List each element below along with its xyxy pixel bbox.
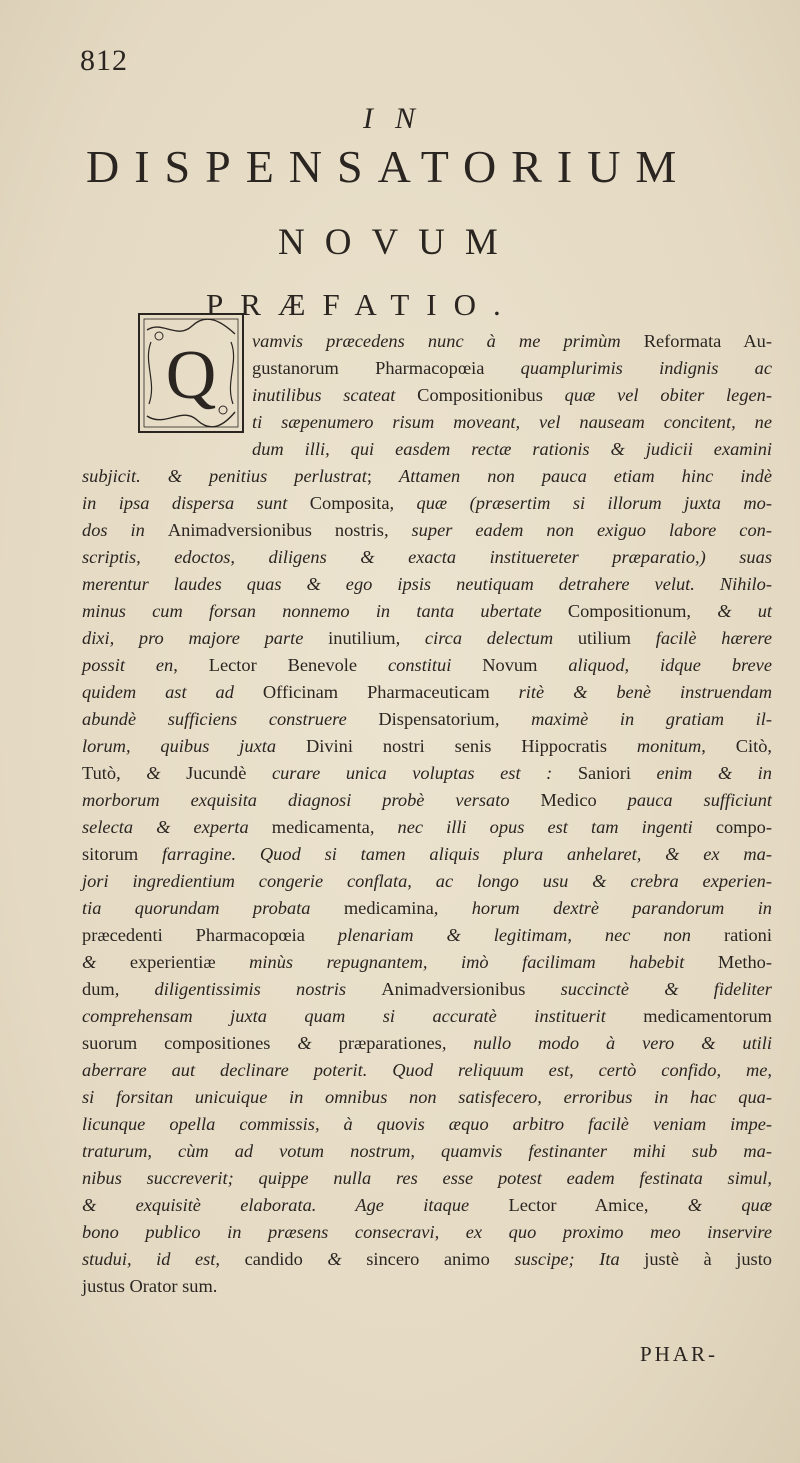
text-segment: Metho- bbox=[717, 952, 772, 972]
text-segment: & bbox=[82, 952, 130, 972]
text-segment: candido bbox=[244, 1249, 328, 1269]
heading-dispensatorium: DISPENSATORIUM bbox=[86, 141, 692, 192]
text-line bbox=[82, 1165, 772, 1192]
text-segment: & bbox=[146, 763, 187, 783]
text-segment: medicamina bbox=[343, 898, 434, 918]
text-line bbox=[82, 652, 772, 679]
text-segment: si forsitan unicuique in omnibus non satisfecero, erroribus in hac qua- bbox=[82, 1087, 772, 1107]
text-segment: studui, id est, bbox=[82, 1249, 245, 1269]
text-segment: Officinam Pharmaceuticam bbox=[262, 682, 519, 702]
preface-body-text bbox=[82, 328, 772, 1300]
text-segment: quidem ast ad bbox=[82, 682, 263, 702]
text-line bbox=[82, 787, 772, 814]
text-segment: vamvis præcedens nunc à me primùm bbox=[252, 331, 644, 351]
text-segment: minus cum forsan nonnemo in tanta ubertate bbox=[82, 601, 568, 621]
text-line bbox=[82, 517, 772, 544]
text-segment: præcedenti Pharmacopœia bbox=[82, 925, 338, 945]
text-line bbox=[82, 328, 772, 355]
text-segment: morborum exquisita diagnosi probè versato bbox=[82, 790, 541, 810]
text-segment: tia quorundam probata bbox=[82, 898, 344, 918]
text-line bbox=[82, 1084, 772, 1111]
text-segment: Attamen non pauca etiam hinc indè bbox=[398, 466, 772, 486]
text-segment: , diligentissimis nostris bbox=[114, 979, 382, 999]
text-segment: & exquisitè elaborata. Age itaque bbox=[82, 1195, 509, 1215]
text-line bbox=[82, 382, 772, 409]
text-segment: , circa delectum bbox=[395, 628, 578, 648]
text-segment: Novum bbox=[482, 655, 569, 675]
text-segment: utilium bbox=[577, 628, 656, 648]
text-segment: & bbox=[297, 1033, 339, 1053]
text-segment: Jucundè bbox=[186, 763, 272, 783]
text-segment: nec non bbox=[604, 925, 724, 945]
text-line bbox=[82, 1246, 772, 1273]
text-segment: suorum compositiones bbox=[82, 1033, 298, 1053]
text-segment: Reformata Au- bbox=[643, 331, 772, 351]
text-segment: dixi, pro majore parte bbox=[82, 628, 329, 648]
text-segment: dum bbox=[82, 979, 115, 999]
text-segment: sincero animo bbox=[366, 1249, 515, 1269]
text-segment: justus Orator sum. bbox=[82, 1276, 218, 1296]
text-segment: ti sæpenumero risum moveant, vel nauseam concitent, ne bbox=[252, 412, 772, 432]
text-line bbox=[82, 1030, 772, 1057]
text-segment: præparationes bbox=[338, 1033, 442, 1053]
text-segment: licunque opella commissis, à quovis æquo arbitro facilè veniam impe- bbox=[82, 1114, 772, 1134]
text-segment: Divini nostri senis Hippocratis bbox=[305, 736, 637, 756]
text-segment: ritè & benè instruendam bbox=[518, 682, 772, 702]
text-line bbox=[82, 895, 772, 922]
text-segment: abundè sufficiens construere bbox=[82, 709, 379, 729]
text-segment: comprehensam juxta quam si accuratè instituerit bbox=[82, 1006, 644, 1026]
text-segment: Tutò, bbox=[82, 763, 147, 783]
text-segment: compo- bbox=[715, 817, 772, 837]
text-segment: Compositionibus bbox=[417, 385, 565, 405]
text-segment: , nec illi opus est tam ingenti bbox=[369, 817, 716, 837]
text-segment: possit en bbox=[82, 655, 174, 675]
text-segment: monitum bbox=[636, 736, 702, 756]
text-line bbox=[82, 355, 772, 382]
text-line bbox=[82, 598, 772, 625]
text-line bbox=[82, 1219, 772, 1246]
text-segment: dum illi, qui easdem rectæ rationis & judicii examini bbox=[252, 439, 772, 459]
text-line bbox=[82, 949, 772, 976]
text-line bbox=[82, 436, 772, 463]
text-line bbox=[82, 706, 772, 733]
text-segment: lorum, quibus juxta bbox=[82, 736, 306, 756]
text-segment: in ipsa dispersa sunt bbox=[82, 493, 310, 513]
text-segment: minùs repugnantem, imò facilimam habebit bbox=[249, 952, 718, 972]
text-segment: gustanorum Pharmacopœia bbox=[252, 358, 521, 378]
text-segment: , maximè in gratiam il- bbox=[494, 709, 772, 729]
text-segment: Animadversionibus bbox=[381, 979, 561, 999]
text-line bbox=[82, 571, 772, 598]
text-segment: , bbox=[567, 925, 605, 945]
text-segment: constitui bbox=[387, 655, 483, 675]
text-segment: Lector Amice, bbox=[508, 1195, 688, 1215]
text-segment: merentur laudes quas & ego ipsis neutiquam detrahere velut. Nihilo- bbox=[82, 574, 772, 594]
text-line bbox=[82, 490, 772, 517]
text-segment: Compositionum bbox=[567, 601, 687, 621]
text-segment: justè à justo bbox=[644, 1249, 772, 1269]
heading-praefatio: PRÆFATIO. bbox=[206, 287, 518, 322]
text-segment: bono publico in præsens consecravi, ex quo proximo meo inservire bbox=[82, 1222, 772, 1242]
text-segment: scriptis, edoctos, diligens & exacta instituereter præparatio,) suas bbox=[82, 547, 772, 567]
text-segment: nibus succreverit; quippe nulla res esse potest eadem festinata simul, bbox=[82, 1168, 772, 1188]
text-line bbox=[82, 1138, 772, 1165]
text-segment: , quæ (præsertim si illorum juxta mo- bbox=[389, 493, 772, 513]
text-line bbox=[82, 760, 772, 787]
text-line bbox=[82, 733, 772, 760]
text-line bbox=[82, 976, 772, 1003]
text-line bbox=[82, 625, 772, 652]
page-number: 812 bbox=[80, 44, 128, 77]
text-segment: Dispensatorium bbox=[378, 709, 495, 729]
text-segment: Composita bbox=[309, 493, 390, 513]
text-segment: , Lector Benevole bbox=[173, 655, 388, 675]
text-segment: Animadversionibus nostris bbox=[167, 520, 384, 540]
text-line bbox=[82, 1273, 772, 1300]
text-segment: subjicit. & penitius perlustrat bbox=[82, 466, 367, 486]
text-segment: dos in bbox=[82, 520, 168, 540]
text-line bbox=[82, 679, 772, 706]
svg-text:Q: Q bbox=[165, 337, 217, 414]
heading-in: IN bbox=[363, 102, 437, 135]
text-line bbox=[82, 1192, 772, 1219]
text-line bbox=[82, 463, 772, 490]
text-segment: aberrare aut declinare poterit. Quod reliquum est, certò confido, me, bbox=[82, 1060, 772, 1080]
text-segment: curare unica voluptas est : bbox=[271, 763, 578, 783]
text-segment: , super eadem non exiguo labore con- bbox=[383, 520, 772, 540]
text-segment: Medico bbox=[540, 790, 628, 810]
text-segment: inutilibus scateat bbox=[252, 385, 418, 405]
text-segment: medicamenta bbox=[271, 817, 370, 837]
text-segment: & bbox=[327, 1249, 367, 1269]
text-line bbox=[82, 544, 772, 571]
text-segment: , horum dextrè parandorum in bbox=[433, 898, 772, 918]
text-segment: experientiæ bbox=[129, 952, 250, 972]
text-segment: plenariam & legitimam bbox=[337, 925, 568, 945]
text-line bbox=[82, 1057, 772, 1084]
text-segment: Saniori bbox=[577, 763, 657, 783]
text-segment: , Citò, bbox=[701, 736, 772, 756]
text-segment: inutilium bbox=[328, 628, 396, 648]
text-segment: selecta & experta bbox=[82, 817, 272, 837]
text-segment: quamplurimis indignis ac bbox=[520, 358, 772, 378]
text-segment: suscipe; Ita bbox=[514, 1249, 645, 1269]
text-segment: aliquod, idque breve bbox=[568, 655, 772, 675]
text-segment: ; bbox=[366, 466, 399, 486]
text-line bbox=[82, 814, 772, 841]
text-segment: rationi bbox=[723, 925, 772, 945]
text-segment: , & ut bbox=[686, 601, 773, 621]
text-line bbox=[82, 409, 772, 436]
text-line bbox=[82, 1003, 772, 1030]
text-segment: succinctè & fideliter bbox=[560, 979, 772, 999]
text-segment: sitorum bbox=[82, 844, 163, 864]
text-segment: farragine. Quod si tamen aliquis plura anhelaret, & ex ma- bbox=[162, 844, 772, 864]
text-segment: pauca sufficiunt bbox=[627, 790, 773, 810]
text-segment: facilè hærere bbox=[655, 628, 773, 648]
text-line bbox=[82, 868, 772, 895]
text-segment: & quæ bbox=[687, 1195, 772, 1215]
text-segment: traturum, cùm ad votum nostrum, quamvis festinanter mihi sub ma- bbox=[82, 1141, 772, 1161]
heading-novum: NOVUM bbox=[278, 222, 518, 263]
text-segment: enim & in bbox=[656, 763, 772, 783]
text-line bbox=[82, 922, 772, 949]
text-segment: jori ingredientium congerie conflata, ac longo usu & crebra experien- bbox=[82, 871, 772, 891]
catchword: PHAR- bbox=[640, 1342, 719, 1366]
text-line bbox=[82, 841, 772, 868]
text-line bbox=[82, 1111, 772, 1138]
text-segment: , nullo modo à vero & utili bbox=[441, 1033, 773, 1053]
text-segment: quæ vel obiter legen- bbox=[564, 385, 772, 405]
text-segment: medicamentorum bbox=[643, 1006, 772, 1026]
